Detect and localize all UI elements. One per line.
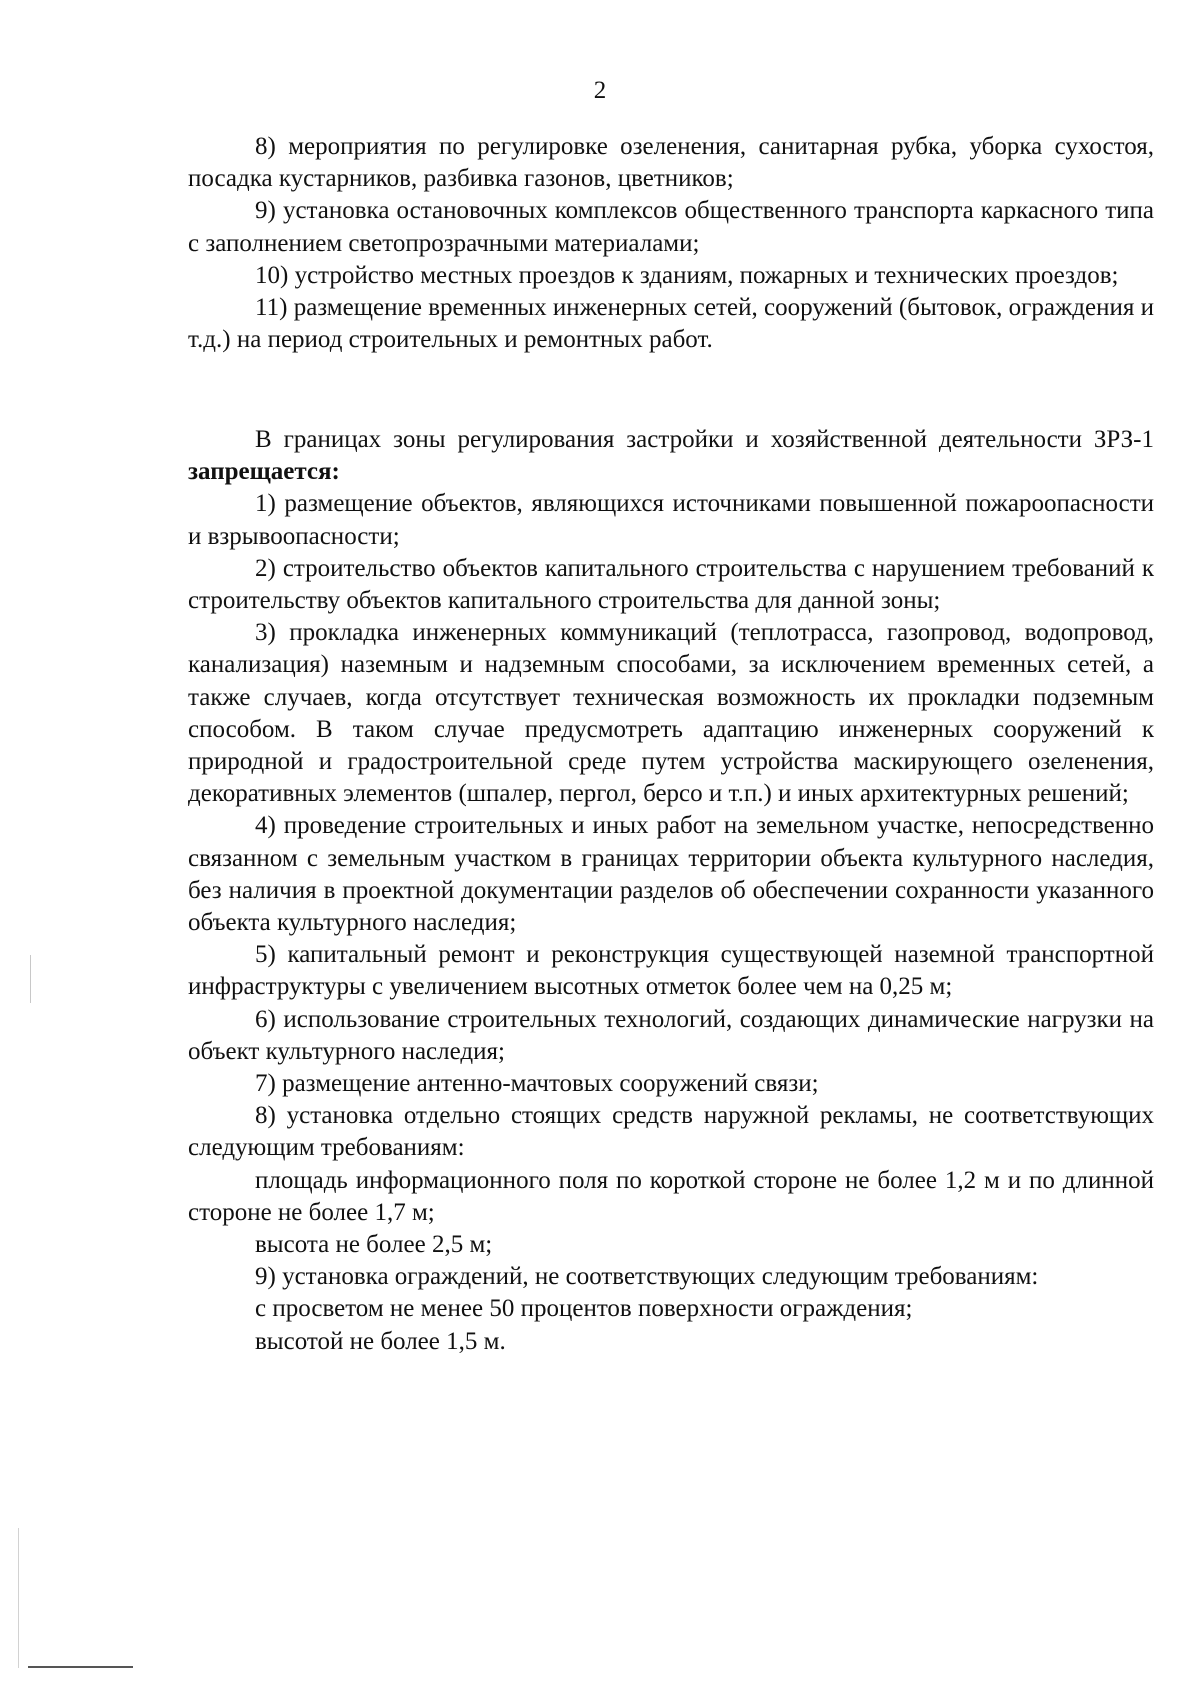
list-item — [188, 810, 1154, 939]
item-number: 11) — [255, 294, 288, 322]
item-text: размещение временных инженерных сетей, сооружений (бытовок, ограждения и т.д.) на период строительных и ремонтных работ. — [188, 294, 1154, 354]
item-number: 9) — [255, 1263, 276, 1291]
item-number: 2) — [255, 554, 276, 582]
list-item — [188, 292, 1154, 356]
item-number: 6) — [255, 1005, 276, 1033]
item-text: размещение антенно-мачтовых сооружений связи; — [282, 1070, 819, 1098]
item-number: 9) — [255, 197, 276, 225]
scan-margin-mark — [18, 1528, 19, 1668]
requirement-line: площадь информационного поля по короткой стороне не более 1,2 м и по длинной стороне не более 1,7 м; — [188, 1166, 1154, 1226]
requirement-line: высота не более 2,5 м; — [255, 1231, 493, 1259]
item-number: 1) — [255, 490, 276, 518]
list-item — [188, 1068, 1154, 1100]
scan-margin-mark — [30, 955, 31, 1003]
item-text: установка отдельно стоящих средств наружной рекламы, не соответствующих следующим требованиям: — [188, 1102, 1154, 1162]
page-number: 2 — [593, 77, 607, 104]
item-text: использование строительных технологий, создающих динамические нагрузки на объект культурного наследия; — [188, 1005, 1155, 1065]
item-number: 5) — [255, 941, 276, 969]
item-number: 10) — [255, 261, 289, 289]
item-text: капитальный ремонт и реконструкция существующей наземной транспортной инфраструктуры с увеличением высотных отметок более чем на 0,25 м; — [188, 941, 1154, 1001]
list-item — [188, 195, 1154, 259]
item-text: устройство местных проездов к зданиям, пожарных и технических проездов; — [294, 261, 1119, 289]
requirement-line: высотой не более 1,5 м. — [255, 1327, 506, 1355]
list-item — [188, 488, 1154, 552]
item-number: 7) — [255, 1070, 276, 1098]
item-text: мероприятия по регулировке озеленения, санитарная рубка, уборка сухостоя, посадка кустарников, разбивка газонов, цветников; — [188, 133, 1154, 193]
list-item — [188, 1261, 1154, 1293]
item-number: 3) — [255, 619, 276, 647]
list-item — [188, 260, 1154, 292]
intro-bold: запрещается: — [188, 458, 340, 486]
item-text: прокладка инженерных коммуникаций (теплотрасса, газопровод, водопровод, канализация) наземным и надземным способами, за исключением временных сетей, а также случаев, когда отсутствует техническая возможность их прокладки подземным способом. В таком случае предусмотреть адаптацию инженерных сооружений к природной и градостроительной среде путем устройства маскирующего озеленения, декоративных элементов (шпалер, пергол, берсо и т.п.) и иных архитектурных решений; — [188, 619, 1154, 808]
section-intro — [188, 424, 1154, 488]
item-number: 8) — [255, 133, 276, 160]
item-number: 4) — [255, 812, 276, 840]
intro-text: В границах зоны регулирования застройки и хозяйственной деятельности ЗРЗ-1 — [255, 426, 1154, 453]
requirement-line: с просветом не менее 50 процентов поверхности ограждения; — [255, 1295, 913, 1323]
allowed-list — [188, 131, 1154, 356]
list-item — [188, 939, 1154, 1003]
list-item — [188, 1004, 1154, 1068]
footnote-rule — [28, 1666, 133, 1668]
item-text: проведение строительных и иных работ на земельном участке, непосредственно связанном с земельным участком в границах территории объекта культурного наследия, без наличия в проектной документации разделов об обеспечении сохранности указанного объекта культурного наследия; — [188, 812, 1155, 937]
list-item — [188, 553, 1154, 617]
item-text: установка остановочных комплексов общественного транспорта каркасного типа с заполнением светопрозрачными материалами; — [188, 197, 1155, 257]
item-text: строительство объектов капитального строительства с нарушением требований к строительству объектов капитального строительства для данной зоны; — [188, 554, 1154, 615]
prohibited-section — [188, 424, 1154, 1358]
list-item — [188, 617, 1154, 810]
item-text: размещение объектов, являющихся источниками повышенной пожароопасности и взрывоопасности; — [188, 490, 1154, 550]
list-item — [188, 1100, 1154, 1164]
list-item — [188, 131, 1154, 195]
item-text: установка ограждений, не соответствующих следующим требованиям: — [282, 1263, 1039, 1291]
item-number: 8) — [255, 1102, 276, 1130]
